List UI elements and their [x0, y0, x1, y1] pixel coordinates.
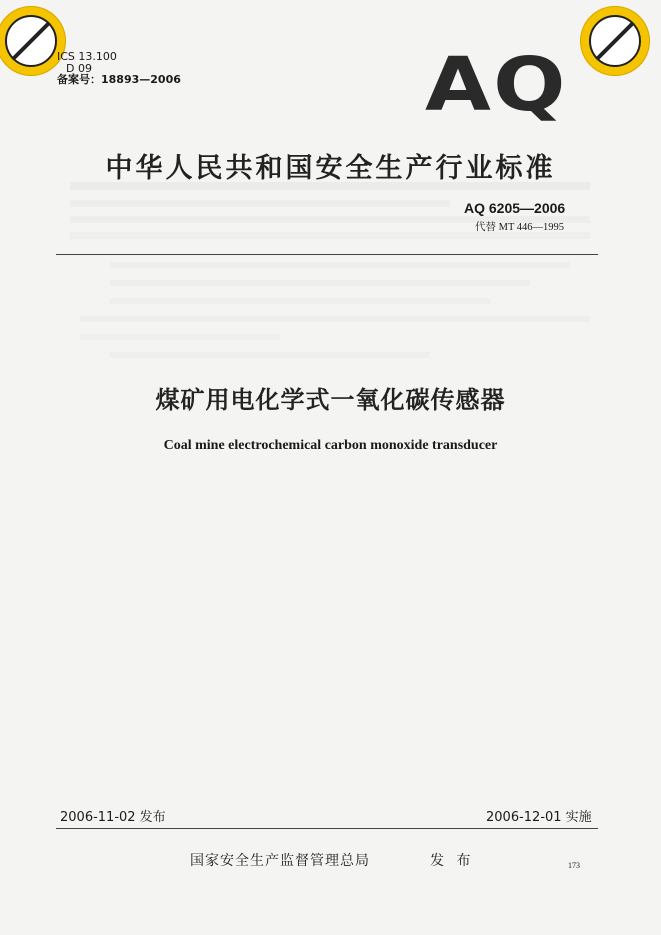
replaces-standard: 代替 MT 446—1995 [475, 222, 565, 233]
pdf-xchange-badge-left[interactable] [0, 6, 66, 76]
show-through-line [80, 316, 590, 322]
show-through-line [70, 200, 450, 207]
org-title: 中华人民共和国安全生产行业标准 [105, 153, 556, 184]
ccs-code: D 09 [66, 62, 92, 75]
filing-number: 备案号：18893—2006 [57, 73, 181, 86]
publisher-name: 国家安全生产监督管理总局 [190, 853, 370, 869]
badge-no-symbol-icon [589, 15, 641, 67]
show-through-line [110, 280, 530, 286]
badge-no-symbol-icon [5, 15, 57, 67]
show-through-line [110, 352, 430, 358]
publisher-label: 发 布 [430, 853, 475, 869]
header-divider [56, 254, 598, 255]
standard-number: AQ 6205—2006 [464, 200, 566, 216]
document-title-chinese: 煤矿用电化学式一氧化碳传感器 [155, 386, 506, 414]
ics-code: ICS 13.100 [57, 50, 117, 63]
implementation-date: 2006-12-01 实施 [486, 810, 592, 825]
aq-logo: AQ [425, 42, 568, 128]
issue-date: 2006-11-02 发布 [60, 810, 166, 825]
show-through-line [110, 298, 490, 304]
page-number: 173 [568, 861, 580, 870]
document-title-english: Coal mine electrochemical carbon monoxide transducer [163, 438, 498, 453]
show-through-line [110, 262, 570, 268]
show-through-line [80, 334, 280, 340]
pdf-xchange-badge-right[interactable] [580, 6, 650, 76]
footer-divider [56, 828, 598, 829]
